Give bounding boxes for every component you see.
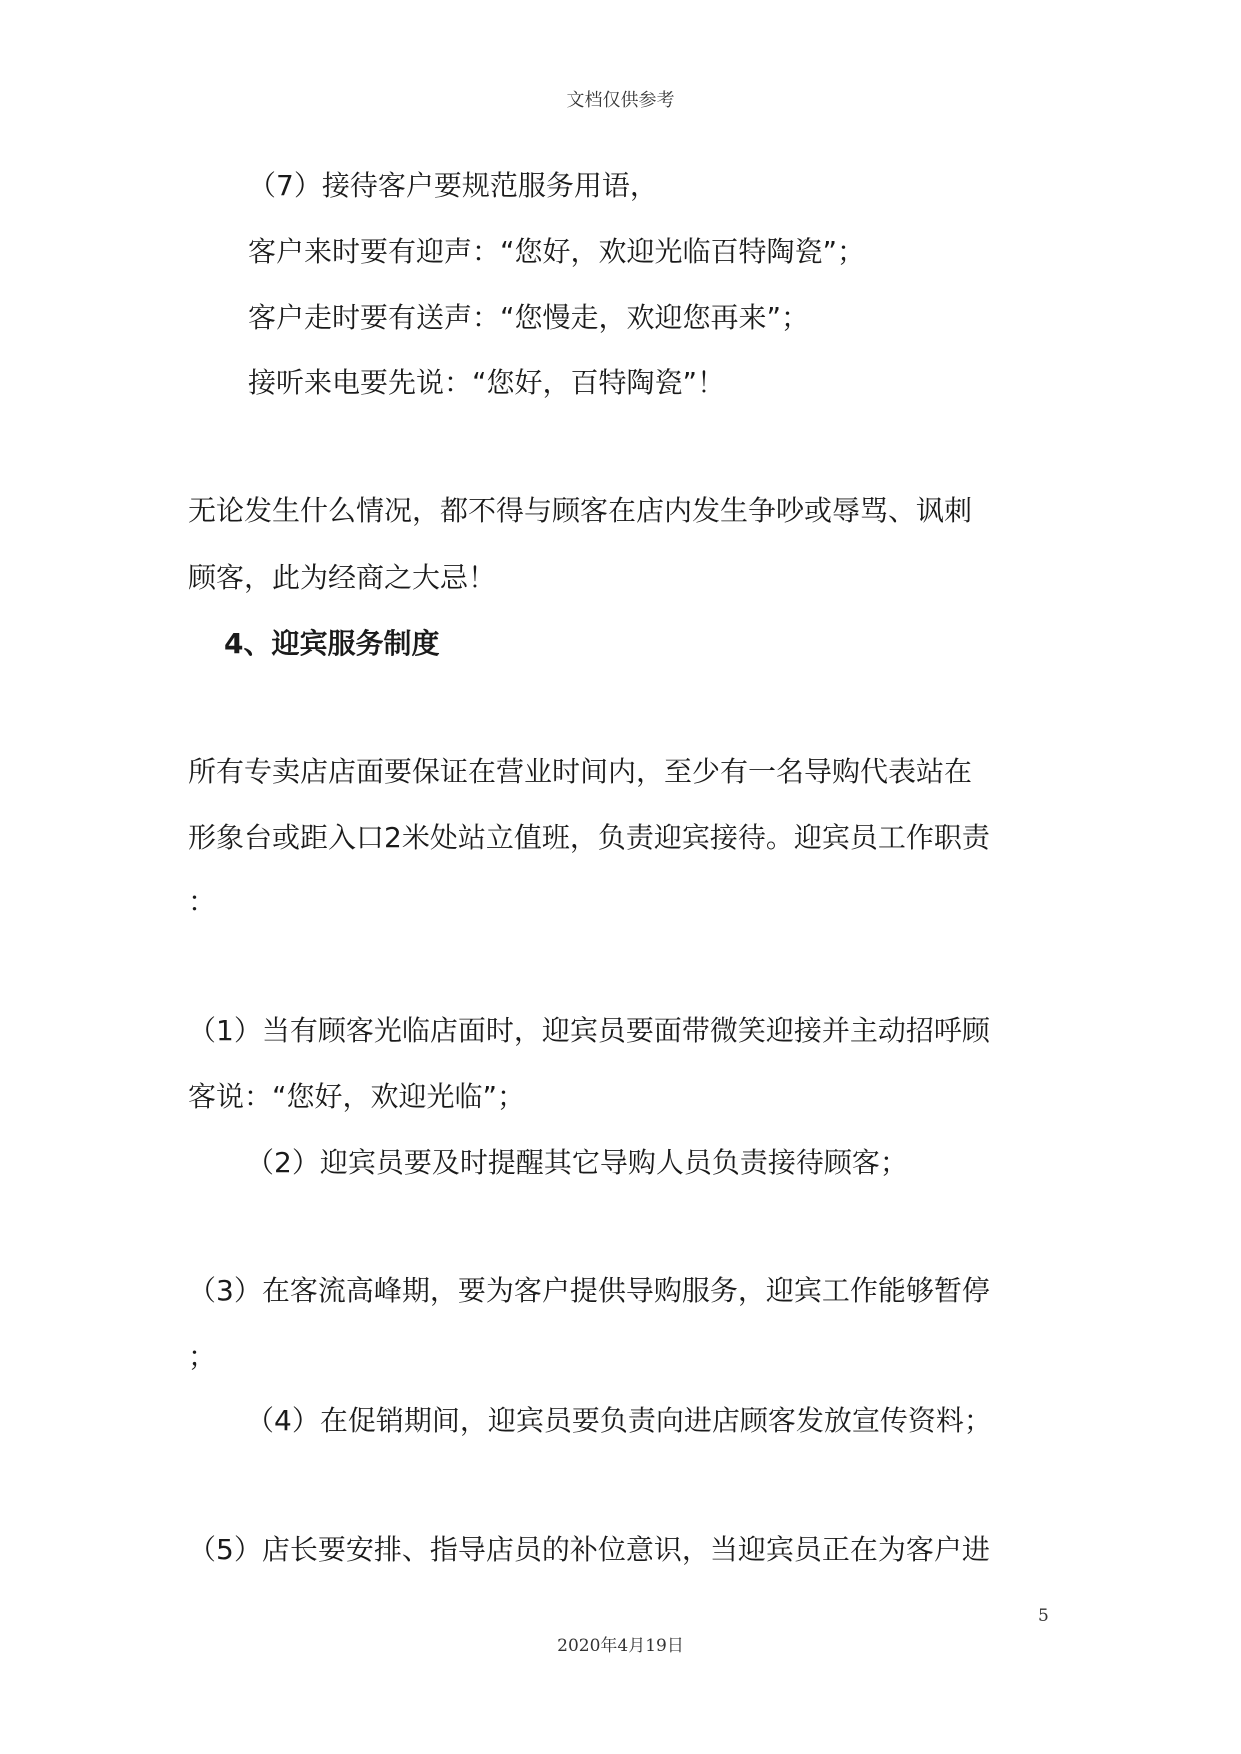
- body-line-colon: ：: [188, 885, 217, 918]
- body-line-service-terms: （7）接待客户要规范服务用语，: [248, 169, 658, 202]
- page-header: 文档仅供参考: [566, 90, 675, 111]
- list-item-1: （1）当有顾客光临店面时，迎宾员要面带微笑迎接并主动招呼顾: [188, 1014, 990, 1047]
- page-footer-date: 2020年4月19日: [557, 1636, 684, 1656]
- list-item-2: （2）迎宾员要及时提醒其它导购人员负责接待顾客；: [246, 1146, 908, 1179]
- body-line-reception-duty: 所有专卖店店面要保证在营业时间内，至少有一名导购代表站在: [188, 755, 973, 788]
- list-item-1-cont: 客说：“您好，欢迎光临”；: [188, 1080, 526, 1113]
- list-item-3-cont: ；: [188, 1340, 217, 1373]
- list-item-4: （4）在促销期间，迎宾员要负责向进店顾客发放宣传资料；: [246, 1404, 992, 1437]
- body-line-no-quarrel-cont: 顾客，此为经商之大忌！: [188, 561, 497, 594]
- body-line-farewell: 客户走时要有送声：“您慢走，欢迎您再来”；: [248, 301, 810, 334]
- body-line-greeting: 客户来时要有迎声：“您好，欢迎光临百特陶瓷”；: [248, 235, 866, 268]
- section-heading: 4、迎宾服务制度: [224, 627, 440, 660]
- body-line-phone: 接听来电要先说：“您好，百特陶瓷”！: [248, 366, 726, 399]
- list-item-5: （5）店长要安排、指导店员的补位意识，当迎宾员正在为客户进: [188, 1533, 990, 1566]
- page-number: 5: [1038, 1606, 1049, 1626]
- body-line-reception-duty-cont: 形象台或距入口2米处站立值班，负责迎宾接待。迎宾员工作职责: [188, 821, 990, 854]
- list-item-3: （3）在客流高峰期，要为客户提供导购服务，迎宾工作能够暂停: [188, 1274, 990, 1307]
- body-line-no-quarrel: 无论发生什么情况，都不得与顾客在店内发生争吵或辱骂、讽刺: [188, 494, 973, 527]
